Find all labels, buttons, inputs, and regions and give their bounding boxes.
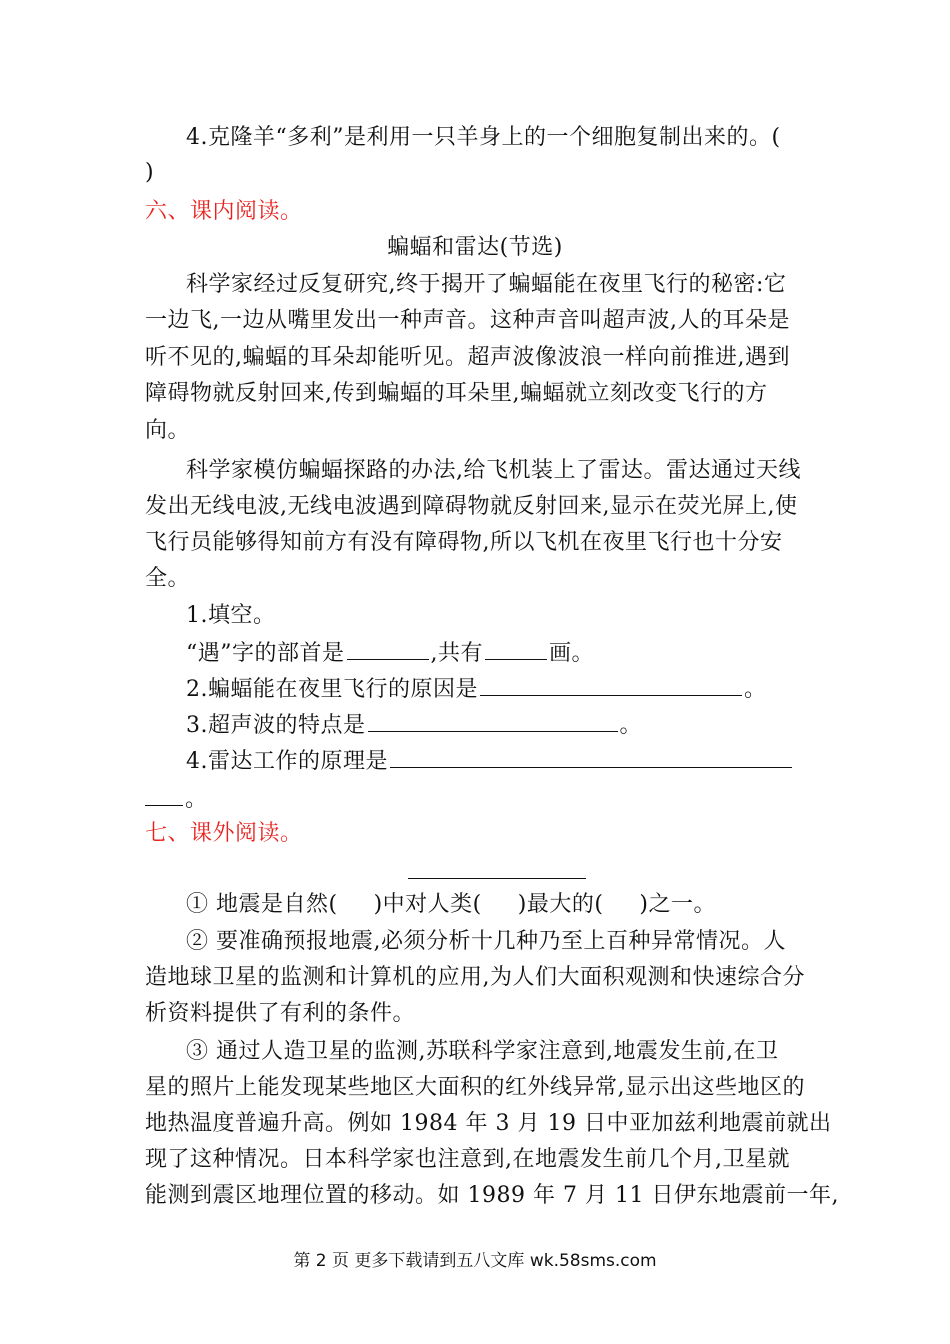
extract-3-line: 地热温度普遍升高。例如 1984 年 3 月 19 日中亚加兹利地震前就出	[145, 1111, 832, 1136]
extract-2-line: 析资料提供了有利的条件。	[145, 1001, 416, 1026]
q3-text: 3.超声波的特点是	[186, 713, 366, 738]
title-blank-line[interactable]	[408, 878, 586, 879]
section-6-heading: 六、课内阅读。	[145, 199, 303, 224]
extract-2-line: 造地球卫星的监测和计算机的应用,为人们大面积观测和快速综合分	[145, 965, 805, 990]
q1-text-a: “遇”字的部首是	[186, 641, 345, 666]
e1-d: )之一。	[639, 892, 717, 917]
answer-blank[interactable]	[347, 637, 429, 660]
paragraph-1-line: 一边飞,一边从嘴里发出一种声音。这种声音叫超声波,人的耳朵是	[145, 308, 790, 333]
extract-1	[186, 890, 806, 920]
question-2	[186, 673, 806, 705]
extract-3-line: 现了这种情况。日本科学家也注意到,在地震发生前几个月,卫星就	[145, 1147, 790, 1172]
question-1-label: 1.填空。	[186, 603, 276, 628]
q1-text-b: ,共有	[430, 641, 483, 666]
passage-title: 蝙蝠和雷达(节选)	[387, 235, 563, 260]
paragraph-2-line: 发出无线电波,无线电波遇到障碍物就反射回来,显示在荧光屏上,使	[145, 494, 798, 519]
e1-b: )中对人类(	[373, 892, 482, 917]
question-4b-continue	[145, 783, 805, 815]
question-4b	[186, 745, 806, 777]
q4b-text: 4.雷达工作的原理是	[186, 749, 388, 774]
section-7-heading: 七、课外阅读。	[145, 821, 303, 846]
paragraph-2-line: 科学家模仿蝙蝠探路的办法,给飞机装上了雷达。雷达通过天线	[186, 458, 801, 483]
q3-period: 。	[619, 713, 643, 738]
paragraph-2-line: 全。	[145, 566, 191, 591]
answer-blank[interactable]	[485, 637, 547, 660]
extract-2-line: ② 要准确预报地震,必须分析十几种乃至上百种异常情况。人	[186, 929, 786, 954]
q2-text: 2.蝙蝠能在夜里飞行的原因是	[186, 677, 478, 702]
answer-blank[interactable]	[480, 673, 742, 696]
extract-3-line: ③ 通过人造卫星的监测,苏联科学家注意到,地震发生前,在卫	[186, 1039, 779, 1064]
e1-a: ① 地震是自然(	[186, 892, 338, 917]
e1-c: )最大的(	[517, 892, 604, 917]
question-4-line2: )	[145, 160, 155, 185]
paragraph-1-line: 科学家经过反复研究,终于揭开了蝙蝠能在夜里飞行的秘密:它	[186, 272, 787, 297]
extract-3-line: 能测到震区地理位置的移动。如 1989 年 7 月 11 日伊东地震前一年,	[145, 1183, 839, 1208]
q2-period: 。	[744, 677, 767, 702]
question-3	[186, 709, 806, 741]
paragraph-1-line: 向。	[145, 418, 191, 443]
answer-blank[interactable]	[368, 709, 618, 732]
paragraph-2-line: 飞行员能够得知前方有没有障碍物,所以飞机在夜里飞行也十分安	[145, 530, 783, 555]
page-footer: 第 2 页 更多下载请到五八文库 wk.58sms.com	[293, 1251, 657, 1271]
question-4-line1: 4.克隆羊“多利”是利用一只羊身上的一个细胞复制出来的。(	[186, 125, 781, 150]
q1-text-c: 画。	[549, 641, 595, 666]
extract-3-line: 星的照片上能发现某些地区大面积的红外线异常,显示出这些地区的	[145, 1075, 805, 1100]
q4b-period: 。	[185, 787, 208, 812]
paragraph-1-line: 听不见的,蝙蝠的耳朵却能听见。超声波像波浪一样向前推进,遇到	[145, 345, 790, 370]
answer-blank[interactable]	[390, 745, 792, 768]
question-1-fill	[186, 637, 806, 669]
answer-blank[interactable]	[145, 783, 183, 806]
paragraph-1-line: 障碍物就反射回来,传到蝙蝠的耳朵里,蝙蝠就立刻改变飞行的方	[145, 381, 768, 406]
